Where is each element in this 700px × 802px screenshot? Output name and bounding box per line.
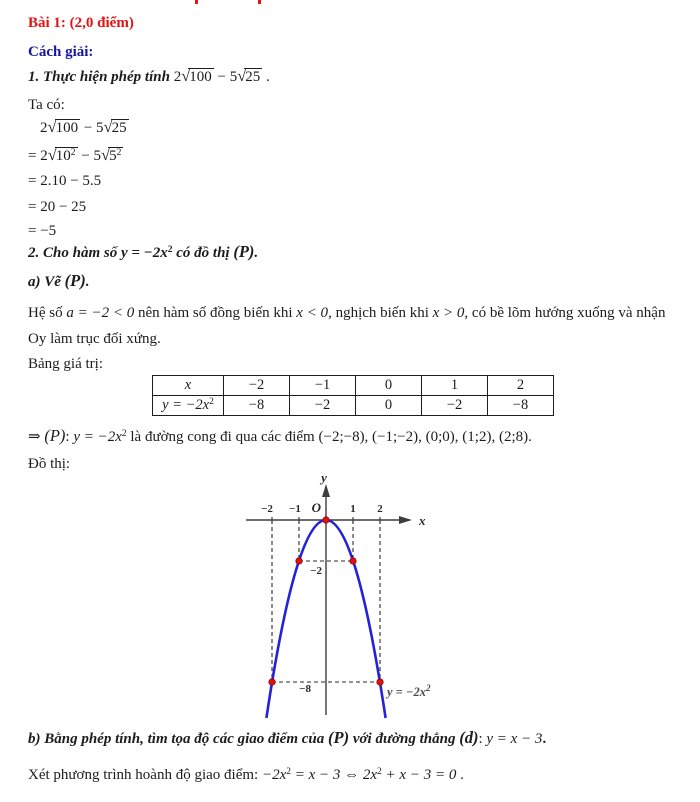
part2-heading-label: có đồ thị	[172, 245, 234, 261]
part-b-heading	[28, 728, 546, 749]
table-cell: −8	[488, 396, 554, 416]
part1-heading	[28, 66, 270, 87]
math-run: x < 0	[296, 305, 329, 321]
value-table	[152, 375, 554, 416]
point-2-neg8	[377, 679, 383, 685]
punctuation: :	[65, 429, 74, 445]
sqrt-expression	[47, 145, 78, 164]
implies-arrow: ⇒	[28, 429, 45, 445]
text-run: , có bề lõm hướng xuống và nhận	[464, 305, 666, 321]
intro-text-run: Ta có:	[28, 97, 65, 113]
radicand: 25	[111, 120, 127, 136]
sqrt-expression	[103, 117, 129, 136]
math-run: y = −2x	[120, 245, 168, 261]
table-value-row	[153, 396, 554, 416]
y-axis-label: y	[321, 470, 327, 485]
sqrt-expression	[181, 66, 214, 85]
part2-heading	[28, 240, 258, 263]
math-run: (P)	[44, 426, 66, 445]
exponent: 2	[377, 767, 382, 777]
curve-equation-exponent: 2	[426, 683, 431, 693]
origin-label: O	[311, 500, 321, 515]
math-run: a = −2 < 0	[66, 305, 135, 321]
part-a-heading	[28, 271, 90, 292]
tick-label-2: 2	[377, 503, 383, 515]
radicand: 25	[245, 69, 261, 85]
table-header-row	[153, 376, 554, 396]
method-heading-text: Cách giải:	[28, 44, 94, 60]
punctuation: .	[528, 429, 532, 445]
text-run: Hệ số	[28, 305, 67, 321]
table-cell: 1	[422, 376, 488, 396]
exponent: 2	[167, 245, 173, 255]
point-origin	[323, 517, 329, 523]
calc-line-2	[28, 143, 123, 166]
table-cell: 0	[356, 376, 422, 396]
curve-equation-label	[385, 683, 431, 699]
math-run: = 20 − 25	[28, 199, 87, 215]
calc-line-1	[40, 117, 129, 138]
radical-sign: √	[103, 117, 113, 136]
radicand-base: 5	[109, 148, 117, 164]
sqrt-expression	[47, 117, 81, 136]
math-run: x > 0	[432, 305, 465, 321]
function-label-base: y = −2x	[162, 397, 210, 413]
radicand: 100	[55, 120, 79, 136]
point-neg2-neg8	[269, 679, 275, 685]
conclusion-line	[28, 424, 532, 447]
tick-label-1: 1	[350, 503, 356, 515]
radicand	[55, 147, 78, 164]
math-run: + x − 3 = 0	[381, 767, 457, 783]
table-cell: −8	[224, 396, 290, 416]
table-cell: −2	[290, 396, 356, 416]
part1-heading-label: 1. Thực hiện phép tính	[28, 69, 174, 85]
math-run: = 2.10 − 5.5	[28, 173, 102, 189]
analysis-line-1	[28, 303, 665, 323]
part-b-label: b) Bằng phép tính, tìm tọa độ các giao điểm của	[28, 731, 329, 747]
math-run: y = x − 3	[486, 731, 543, 747]
sqrt-expression	[237, 66, 262, 85]
math-run: = x − 3 ⇔ 2x	[290, 767, 378, 783]
graph-canvas	[235, 465, 465, 723]
table-label	[28, 354, 103, 374]
x-axis-label: x	[419, 513, 426, 528]
radical-sign: √	[47, 117, 57, 136]
table-cell: −2	[224, 376, 290, 396]
radical-sign: √	[181, 66, 191, 85]
text-run: Xét phương trình hoành độ giao điểm:	[28, 767, 262, 783]
tick-label-neg2: −2	[261, 503, 273, 515]
analysis-line-2	[28, 329, 161, 349]
math-run: .	[262, 69, 270, 85]
graph-label-text: Đồ thị:	[28, 456, 71, 472]
radical-sign: √	[237, 66, 247, 85]
points-list: (−2;−8), (−1;−2), (0;0), (1;2), (2;8)	[318, 429, 529, 445]
math-run: y = −2x	[73, 429, 122, 445]
math-run: 2	[40, 120, 48, 136]
problem-title-text: Bài 1: (2,0 điểm)	[28, 15, 134, 31]
part-b-label: với đường thẳng	[349, 731, 460, 747]
value-label-neg2: −2	[310, 565, 322, 577]
tick-label-neg1: −1	[289, 503, 301, 515]
radical-sign: √	[47, 145, 57, 164]
math-run: 2	[173, 69, 182, 85]
calc-line-4	[28, 197, 86, 217]
math-run: 2	[40, 148, 48, 164]
method-heading	[28, 42, 93, 62]
radical-sign: √	[101, 145, 111, 164]
text-run: là đường cong đi qua các điểm	[126, 429, 319, 445]
table-cell: 0	[356, 396, 422, 416]
math-run: − 5	[80, 120, 104, 136]
page-edge-artifact	[258, 0, 261, 4]
table-cell-y-label	[153, 396, 224, 416]
y-axis-arrow-icon	[322, 484, 330, 497]
point-1-neg2	[350, 558, 356, 564]
radicand	[108, 147, 123, 164]
curve-equation-base: y = −2x	[387, 685, 426, 699]
part-a-label: a) Vẽ	[28, 274, 65, 290]
math-run: (P)	[233, 242, 255, 261]
graph-label	[28, 454, 70, 474]
math-run: (P)	[328, 728, 350, 747]
radicand: 100	[189, 69, 212, 85]
exponent: 2	[286, 767, 291, 777]
value-label-neg8: −8	[299, 683, 311, 695]
sqrt-expression	[101, 145, 123, 164]
part-b-work-line	[28, 762, 464, 785]
text-run: nên hàm số đồng biến khi	[134, 305, 297, 321]
point-neg1-neg2	[296, 558, 302, 564]
problem-title	[28, 13, 134, 33]
table-cell: 2	[488, 376, 554, 396]
text-run: , nghịch biến khi	[328, 305, 433, 321]
radicand-base: 10	[55, 148, 71, 164]
table-cell-x-label: x	[153, 376, 224, 396]
table-cell: −2	[422, 396, 488, 416]
math-run: − 5	[77, 148, 101, 164]
math-run: (d)	[459, 728, 479, 747]
text-run: Oy làm trục đối xứng.	[28, 331, 161, 347]
table-label-text: Bảng giá trị:	[28, 356, 103, 372]
math-run: (P)	[64, 271, 86, 290]
parabola-graph	[235, 465, 465, 723]
punctuation: :	[478, 731, 487, 747]
math-run: − 5	[213, 69, 238, 85]
intro-text	[28, 95, 65, 115]
exponent: 2	[209, 397, 214, 407]
table-cell: −1	[290, 376, 356, 396]
math-run: −2x	[261, 767, 287, 783]
part2-heading-label: 2. Cho hàm số	[28, 245, 121, 261]
math-run: =	[28, 148, 41, 164]
exponent: 2	[70, 148, 76, 158]
exponent: 2	[121, 429, 127, 439]
calc-line-5	[28, 221, 56, 241]
punctuation: .	[456, 767, 464, 783]
x-axis-arrow-icon	[399, 516, 412, 524]
math-run: = −5	[28, 223, 57, 239]
punctuation: .	[542, 731, 547, 747]
exponent: 2	[116, 148, 122, 158]
punctuation: .	[85, 274, 90, 290]
calc-line-3	[28, 171, 101, 191]
punctuation: .	[254, 245, 259, 261]
page-edge-artifact	[195, 0, 198, 4]
